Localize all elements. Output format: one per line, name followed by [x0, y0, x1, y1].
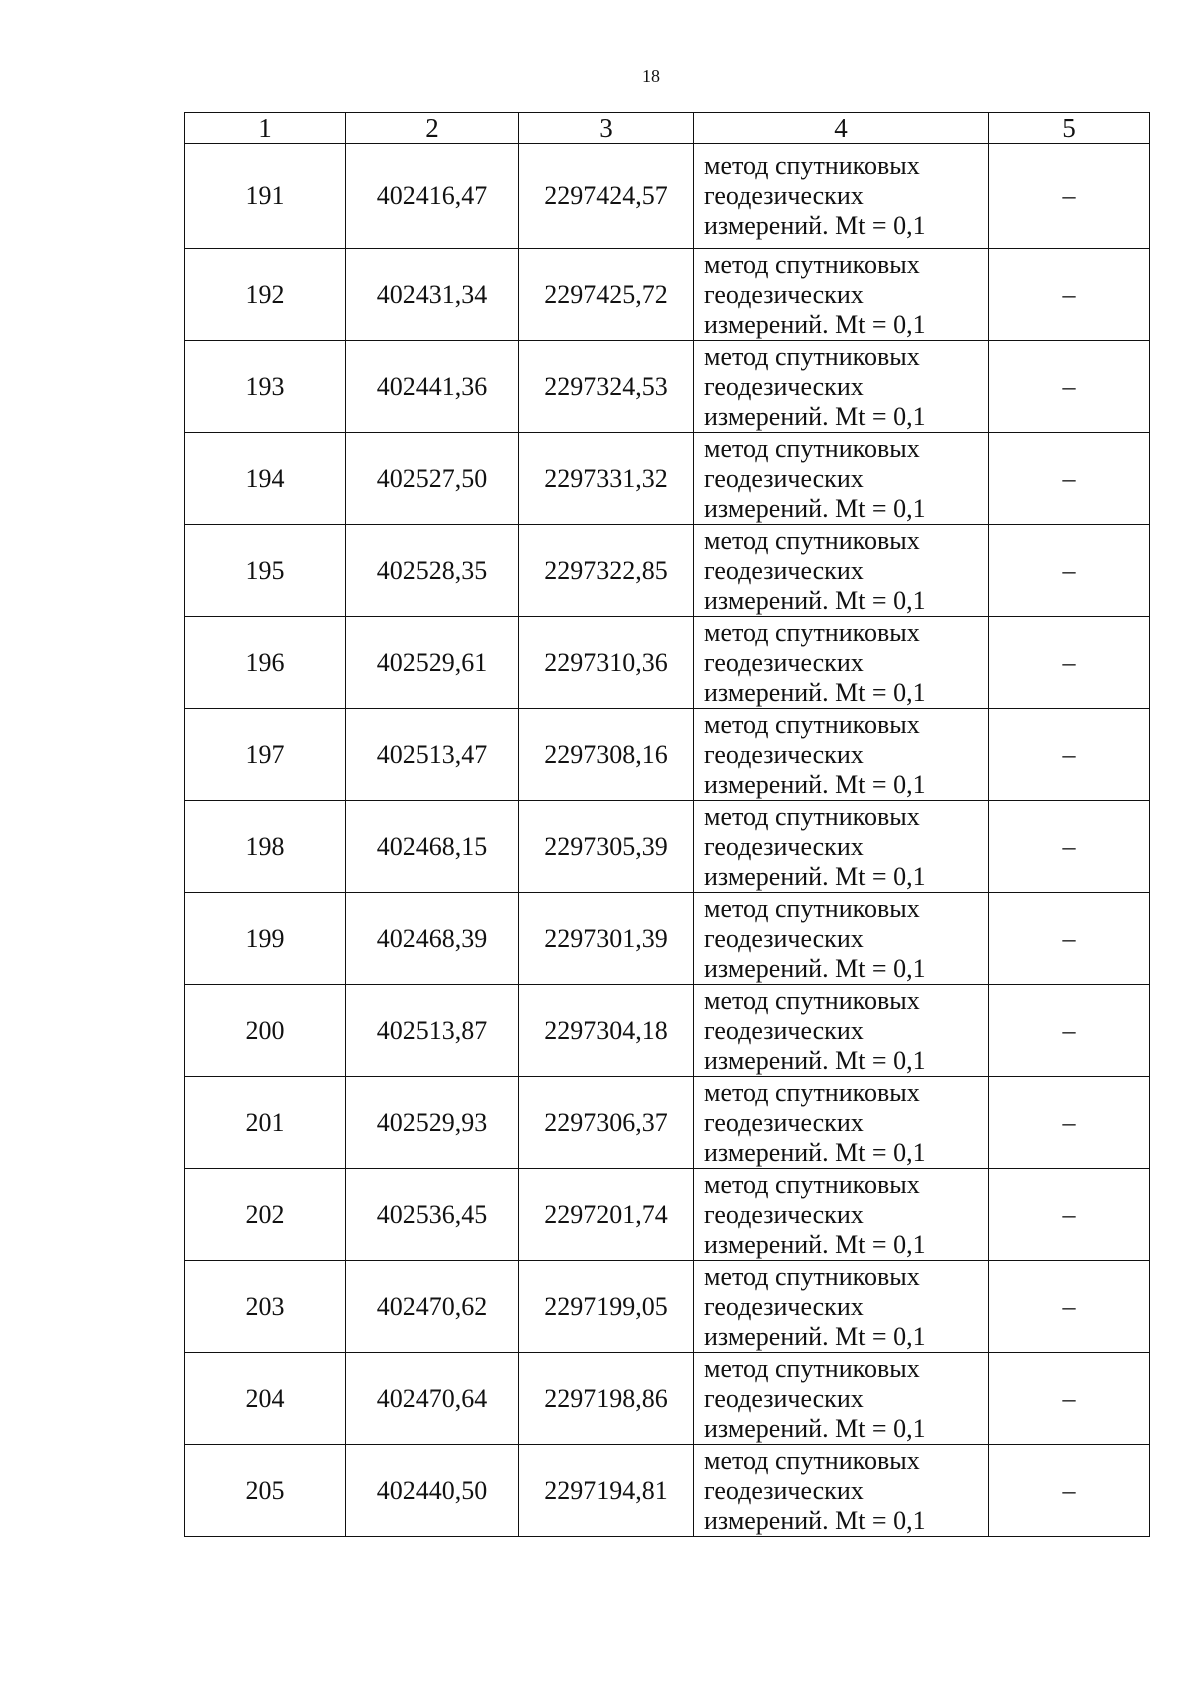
method-text-line: метод спутниковых: [704, 1077, 920, 1107]
y-coordinate-cell: 2297322,85: [519, 525, 694, 617]
method-text-line: метод спутниковых: [704, 1353, 920, 1383]
table-row: [185, 433, 1150, 525]
method-cell: [694, 433, 989, 525]
x-coordinate-cell: 402513,87: [346, 985, 519, 1077]
method-cell: [694, 893, 989, 985]
y-coordinate-cell: 2297301,39: [519, 893, 694, 985]
method-text-line: метод спутниковых: [704, 617, 920, 647]
method-text-line: геодезических: [704, 739, 864, 769]
x-coordinate-cell: 402468,15: [346, 801, 519, 893]
column-header: 2: [346, 113, 519, 144]
table-row: [185, 801, 1150, 893]
x-coordinate-cell: 402440,50: [346, 1445, 519, 1537]
method-cell: [694, 985, 989, 1077]
point-number-cell: 202: [185, 1169, 346, 1261]
coordinates-table: [184, 112, 1150, 1537]
x-coordinate-cell: 402527,50: [346, 433, 519, 525]
x-coordinate-cell: 402536,45: [346, 1169, 519, 1261]
method-text-line: геодезических: [704, 1291, 864, 1321]
note-cell: –: [989, 1445, 1150, 1537]
method-text-line: метод спутниковых: [704, 709, 920, 739]
method-text-line: геодезических: [704, 923, 864, 953]
method-cell: [694, 1169, 989, 1261]
point-number-cell: 192: [185, 249, 346, 341]
method-cell: [694, 1261, 989, 1353]
method-text-line: геодезических: [704, 1015, 864, 1045]
method-text-line: геодезических: [704, 1107, 864, 1137]
note-cell: –: [989, 1077, 1150, 1169]
method-cell: [694, 1445, 989, 1537]
x-coordinate-cell: 402470,64: [346, 1353, 519, 1445]
x-coordinate-cell: 402416,47: [346, 144, 519, 249]
method-cell: [694, 709, 989, 801]
note-cell: –: [989, 1353, 1150, 1445]
x-coordinate-cell: 402470,62: [346, 1261, 519, 1353]
method-text-line: метод спутниковых: [704, 893, 920, 923]
column-header: 3: [519, 113, 694, 144]
y-coordinate-cell: 2297201,74: [519, 1169, 694, 1261]
method-text-line: метод спутниковых: [704, 433, 920, 463]
method-text-line: измерений. Mt = 0,1: [704, 211, 926, 240]
method-text-line: измерений. Mt = 0,1: [704, 1229, 926, 1259]
method-text-line: геодезических: [704, 647, 864, 677]
table-row: [185, 893, 1150, 985]
table-row: [185, 1261, 1150, 1353]
table-row: [185, 1169, 1150, 1261]
point-number-cell: 194: [185, 433, 346, 525]
method-text-line: метод спутниковых: [704, 1445, 920, 1475]
method-text-line: геодезических: [704, 279, 864, 309]
method-text-line: геодезических: [704, 463, 864, 493]
note-cell: –: [989, 525, 1150, 617]
y-coordinate-cell: 2297424,57: [519, 144, 694, 249]
table-row: [185, 1445, 1150, 1537]
table-row: [185, 1077, 1150, 1169]
method-text-line: метод спутниковых: [704, 341, 920, 371]
y-coordinate-cell: 2297305,39: [519, 801, 694, 893]
method-text-line: геодезических: [704, 1475, 864, 1505]
method-text-line: измерений. Mt = 0,1: [704, 953, 926, 983]
method-text-line: измерений. Mt = 0,1: [704, 493, 926, 523]
method-text-line: измерений. Mt = 0,1: [704, 1321, 926, 1351]
y-coordinate-cell: 2297324,53: [519, 341, 694, 433]
method-text-line: геодезических: [704, 371, 864, 401]
method-text-line: измерений. Mt = 0,1: [704, 861, 926, 891]
method-text-line: измерений. Mt = 0,1: [704, 1137, 926, 1167]
note-cell: –: [989, 1261, 1150, 1353]
method-text-line: геодезических: [704, 831, 864, 861]
y-coordinate-cell: 2297308,16: [519, 709, 694, 801]
method-cell: [694, 249, 989, 341]
note-cell: –: [989, 617, 1150, 709]
y-coordinate-cell: 2297304,18: [519, 985, 694, 1077]
x-coordinate-cell: 402513,47: [346, 709, 519, 801]
method-text-line: измерений. Mt = 0,1: [704, 677, 926, 707]
note-cell: –: [989, 1169, 1150, 1261]
method-text-line: измерений. Mt = 0,1: [704, 1045, 926, 1075]
method-text-line: метод спутниковых: [704, 249, 920, 279]
x-coordinate-cell: 402431,34: [346, 249, 519, 341]
y-coordinate-cell: 2297306,37: [519, 1077, 694, 1169]
table-header-row: [185, 113, 1150, 144]
method-text-line: геодезических: [704, 555, 864, 585]
note-cell: –: [989, 709, 1150, 801]
table-row: [185, 525, 1150, 617]
method-text-line: измерений. Mt = 0,1: [704, 1413, 926, 1443]
y-coordinate-cell: 2297425,72: [519, 249, 694, 341]
y-coordinate-cell: 2297310,36: [519, 617, 694, 709]
method-cell: [694, 341, 989, 433]
point-number-cell: 204: [185, 1353, 346, 1445]
x-coordinate-cell: 402528,35: [346, 525, 519, 617]
note-cell: –: [989, 985, 1150, 1077]
table-row: [185, 985, 1150, 1077]
point-number-cell: 200: [185, 985, 346, 1077]
method-cell: [694, 1077, 989, 1169]
column-header: 4: [694, 113, 989, 144]
method-text-line: метод спутниковых: [704, 1169, 920, 1199]
column-header: 1: [185, 113, 346, 144]
table-row: [185, 249, 1150, 341]
y-coordinate-cell: 2297331,32: [519, 433, 694, 525]
note-cell: –: [989, 144, 1150, 249]
point-number-cell: 197: [185, 709, 346, 801]
note-cell: –: [989, 249, 1150, 341]
page-number: 18: [642, 66, 660, 86]
note-cell: –: [989, 433, 1150, 525]
table-row: [185, 341, 1150, 433]
method-cell: [694, 617, 989, 709]
method-text-line: метод спутниковых: [704, 1261, 920, 1291]
y-coordinate-cell: 2297194,81: [519, 1445, 694, 1537]
y-coordinate-cell: 2297199,05: [519, 1261, 694, 1353]
method-text-line: измерений. Mt = 0,1: [704, 1505, 926, 1535]
method-cell: [694, 801, 989, 893]
table-body: [185, 144, 1150, 1537]
point-number-cell: 195: [185, 525, 346, 617]
note-cell: –: [989, 893, 1150, 985]
note-cell: –: [989, 341, 1150, 433]
method-cell: [694, 1353, 989, 1445]
point-number-cell: 205: [185, 1445, 346, 1537]
method-text-line: геодезических: [704, 1199, 864, 1229]
x-coordinate-cell: 402529,93: [346, 1077, 519, 1169]
method-text-line: измерений. Mt = 0,1: [704, 309, 926, 339]
point-number-cell: 199: [185, 893, 346, 985]
table-row: [185, 1353, 1150, 1445]
method-text-line: метод спутниковых: [704, 525, 920, 555]
point-number-cell: 196: [185, 617, 346, 709]
x-coordinate-cell: 402529,61: [346, 617, 519, 709]
table-row: [185, 144, 1150, 249]
point-number-cell: 191: [185, 144, 346, 249]
method-cell: [694, 144, 989, 249]
column-header: 5: [989, 113, 1150, 144]
x-coordinate-cell: 402468,39: [346, 893, 519, 985]
method-cell: [694, 525, 989, 617]
method-text-line: метод спутниковых: [704, 985, 920, 1015]
point-number-cell: 198: [185, 801, 346, 893]
method-text-line: метод спутниковых: [704, 151, 920, 180]
table-row: [185, 617, 1150, 709]
x-coordinate-cell: 402441,36: [346, 341, 519, 433]
method-text-line: метод спутниковых: [704, 801, 920, 831]
method-text-line: измерений. Mt = 0,1: [704, 401, 926, 431]
method-text-line: геодезических: [704, 181, 864, 210]
method-text-line: измерений. Mt = 0,1: [704, 585, 926, 615]
point-number-cell: 201: [185, 1077, 346, 1169]
note-cell: –: [989, 801, 1150, 893]
y-coordinate-cell: 2297198,86: [519, 1353, 694, 1445]
table-row: [185, 709, 1150, 801]
method-text-line: измерений. Mt = 0,1: [704, 769, 926, 799]
point-number-cell: 203: [185, 1261, 346, 1353]
point-number-cell: 193: [185, 341, 346, 433]
method-text-line: геодезических: [704, 1383, 864, 1413]
